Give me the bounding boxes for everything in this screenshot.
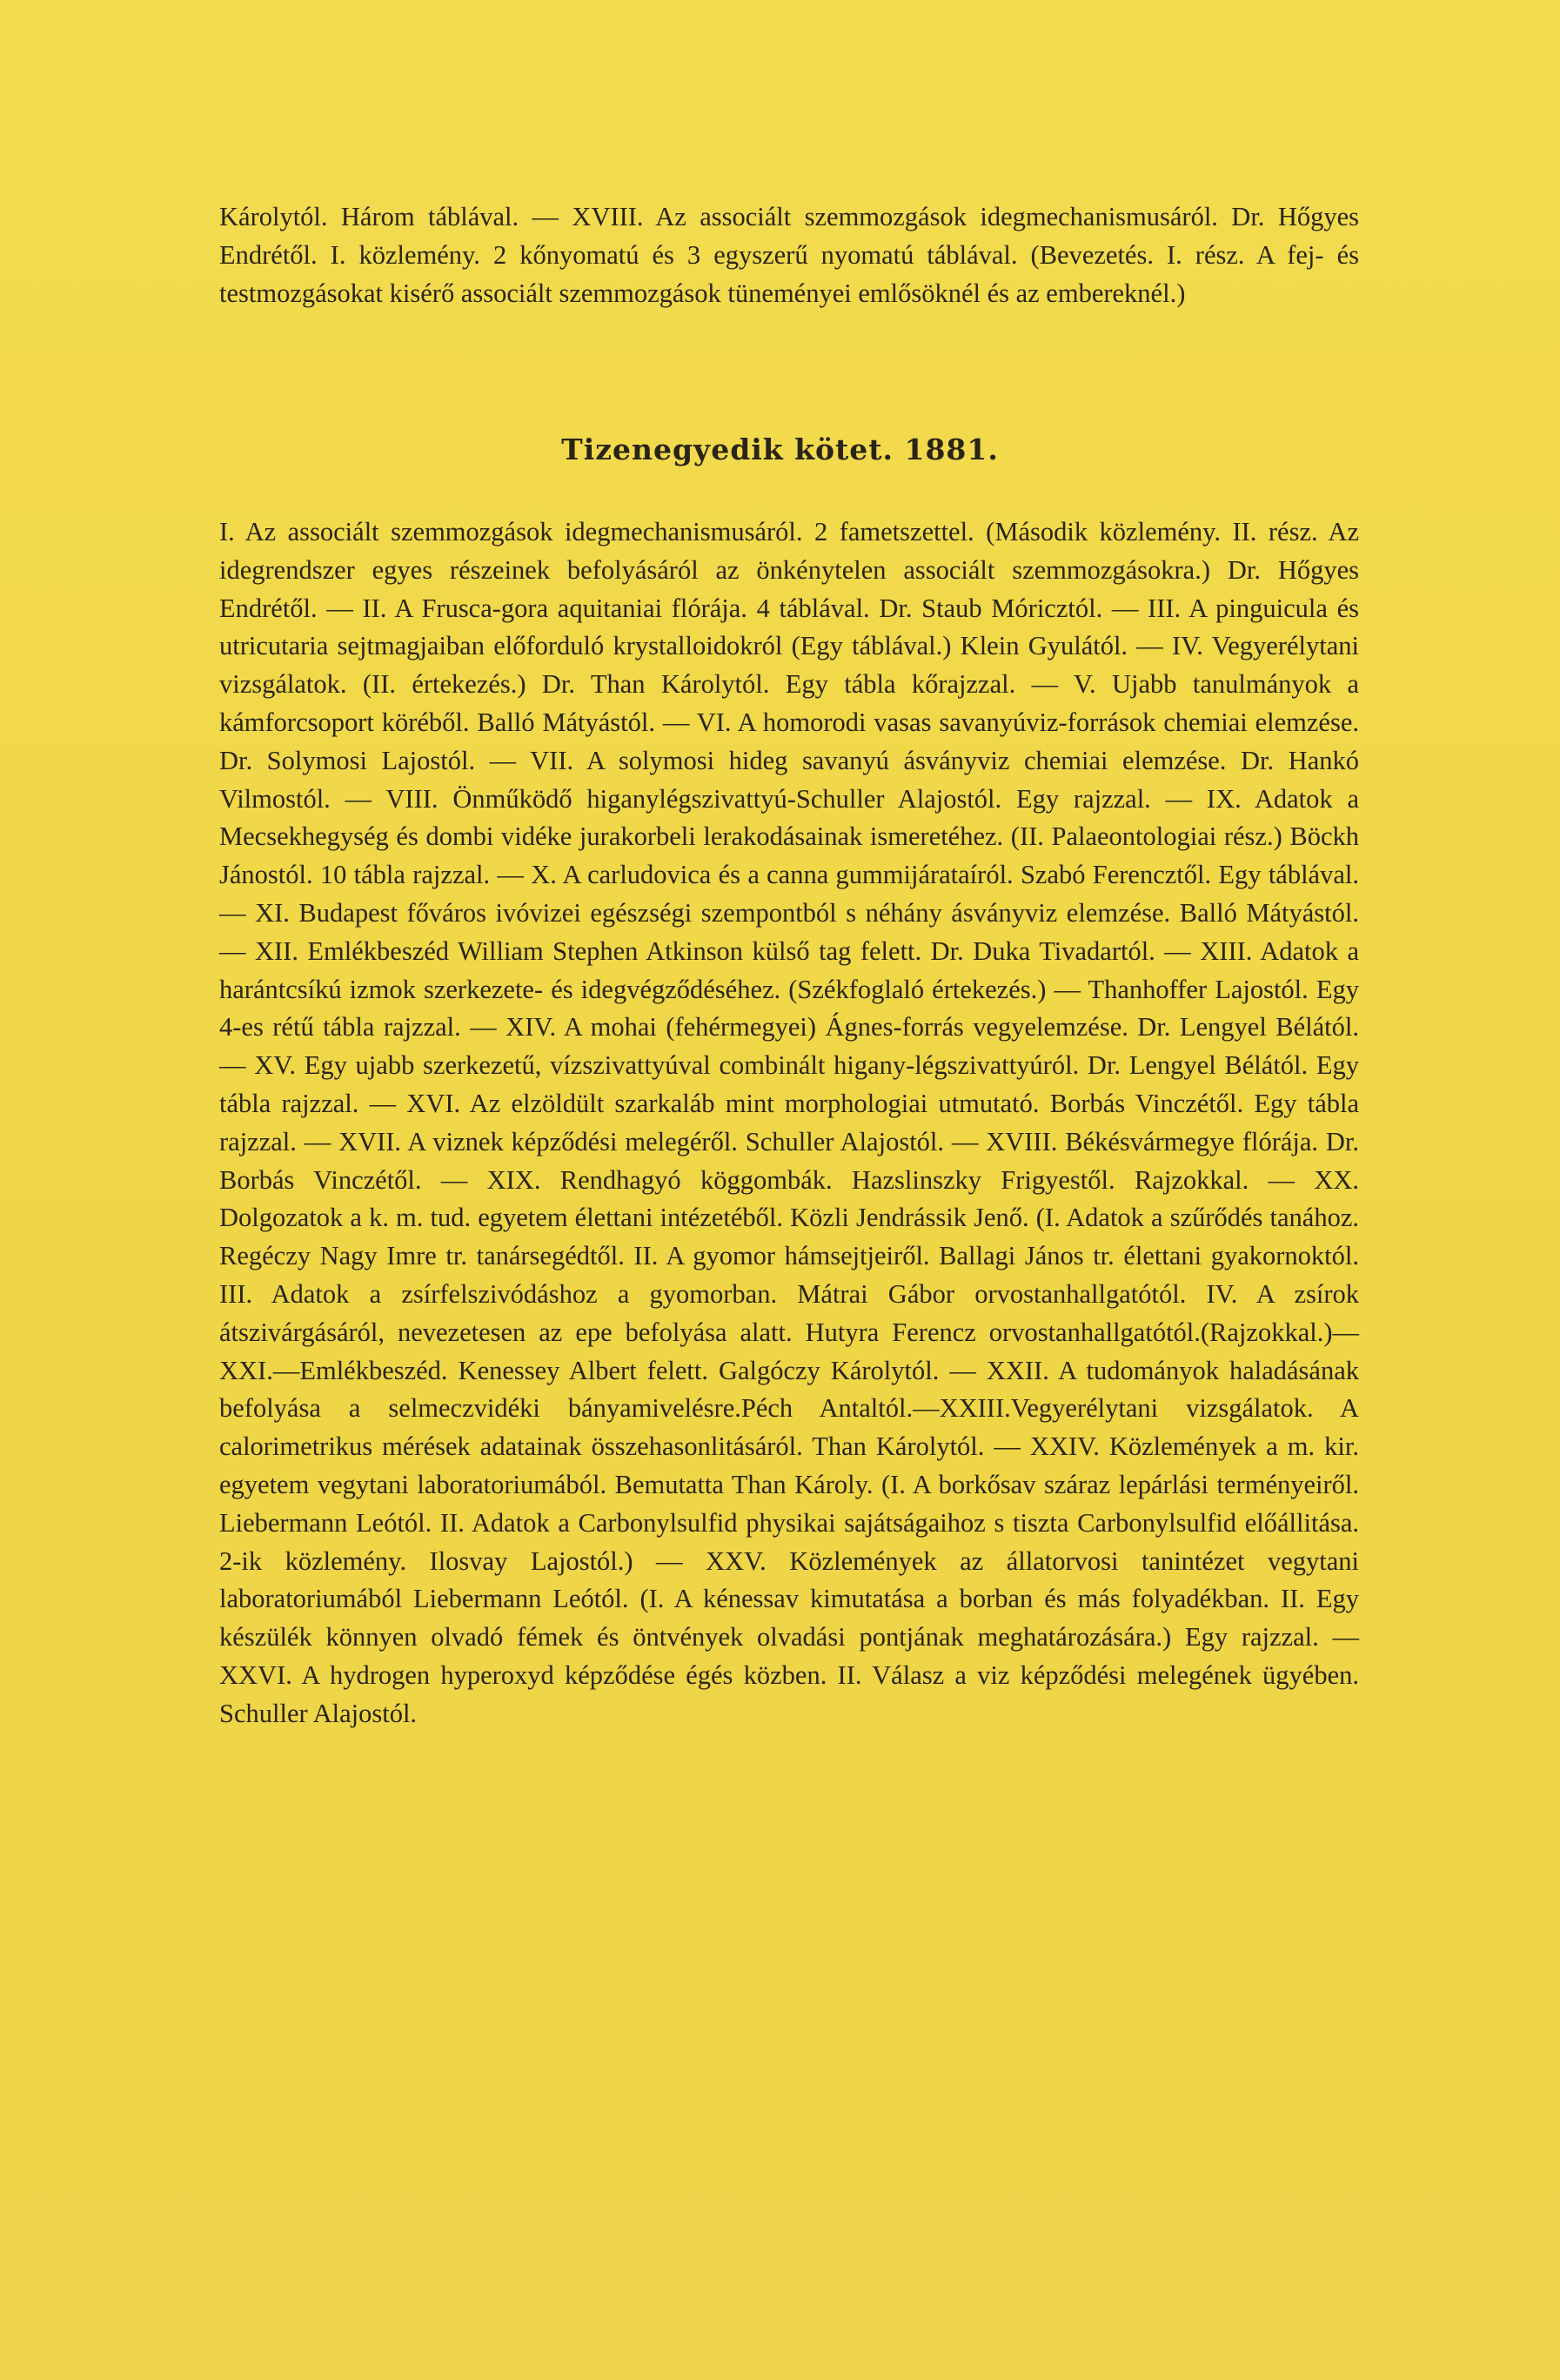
intro-paragraph: Károlytól. Három táblával. — XVIII. Az associált szemmozgások idegmechanismusáról. Dr. Hőgyes Endrétől. I. közlemény. 2 kőnyomatú és 3 egyszerű nyomatú táblával. (Bevezetés. I. rész. A fej- és testmozgásokat kisérő associált szemmozgások tüneményei emlősöknél és az embereknél.) [219,202,1359,308]
contents-paragraph: I. Az associált szemmozgások idegmechanismusáról. 2 fametszettel. (Második közlemény. II. rész. Az idegrendszer egyes részeinek befolyásáról az önkénytelen associált szemmozgásokra.) Dr. Hőgyes Endrétől. — II. A Frusca-gora aquitaniai flórája. 4 táblával. Dr. Staub Móricztól. — III. A pinguicula és utricutaria sejtmagjaiban előforduló krystalloidokról (Egy táblával.) Klein Gyulától. — IV. Vegyerélytani vizsgálatok. (II. értekezés.) Dr. Than Károlytól. Egy tábla kőrajzzal. — V. Ujabb tanulmányok a kámforcsoport köréből. Balló Mátyástól. — VI. A homorodi vasas savanyúviz-források chemiai elemzése. Dr. Solymosi Lajostól. — VII. A solymosi hideg savanyú ásványviz chemiai elemzése. Dr. Hankó Vilmostól. — VIII. Önműködő higanylégszivattyú-Schuller Alajostól. Egy rajzzal. — IX. Adatok a Mecsekhegység és dombi vidéke jurakorbeli lerakodásainak ismeretéhez. (II. Palaeontologiai rész.) Böckh Jánostól. 10 tábla rajzzal. — X. A carludovica és a canna gummijárataíról. Szabó Ferencztől. Egy táblával. — XI. Budapest főváros ivóvizei egészségi szempontból s néhány ásványviz elemzése. Balló Mátyástól. — XII. Emlékbeszéd William Stephen Atkinson külső tag felett. Dr. Duka Tivadartól. — XIII. Adatok a harántcsíkú izmok szerkezete- és idegvégződéséhez. (Székfoglaló értekezés.) — Thanhoffer Lajostól. Egy 4-es rétű tábla rajzzal. — XIV. A mohai (fehérmegyei) Ágnes-forrás vegyelemzése. Dr. Lengyel Bélától. — XV. Egy ujabb szerkezetű, vízszivattyúval combinált higany-légszivattyúról. Dr. Lengyel Bélától. Egy tábla rajzzal. — XVI. Az elzöldült szarkaláb mint morphologiai utmutató. Borbás Vinczétől. Egy tábla rajzzal. — XVII. A viznek képződési melegéről. Schuller Alajostól. — XVIII. Békésvármegye flórája. Dr. Borbás Vinczétől. — XIX. Rendhagyó köggombák. Hazslinszky Frigyestől. Rajzokkal. — XX. Dolgozatok a k. m. tud. egyetem élettani intézetéből. Közli Jendrássik Jenő. (I. Adatok a szűrődés tanához. Regéczy Nagy Imre tr. tanársegédtől. II. A gyomor hámsejtjeiről. Ballagi János tr. élettani gyakornoktól. III. Adatok a zsírfelszivódáshoz a gyomorban. Mátrai Gábor orvostanhallgatótól. IV. A zsírok átszivárgásáról, nevezetesen az epe befolyása alatt. Hutyra Ferencz orvostanhallgatótól.(Rajzokkal.)—XXI.—Emlékbeszéd. Kenessey Albert felett. Galgóczy Károlytól. — XXII. A tudományok haladásának befolyása a selmeczvidéki bányamivelésre.Péch Antaltól.—XXIII.Vegyerélytani vizsgálatok. A calorimetrikus mérések adatainak összehasonlitásáról. Than Károlytól. — XXIV. Közlemények a m. kir. egyetem vegytani laboratoriumából. Bemutatta Than Károly. (I. A borkősav száraz lepárlási terményeiről. Liebermann Leótól. II. Adatok a Carbonylsulfid physikai sajátságaihoz s tiszta Carbonylsulfid előállitása. 2-ik közlemény. Ilosvay Lajostól.) — XXV. Közlemények az állatorvosi tanintézet vegytani laboratoriumából Liebermann Leótól. (I. A kénessav kimutatása a borban és más folyadékban. II. Egy készülék könnyen olvadó fémek és öntvények olvadási pontjának meghatározására.) Egy rajzzal. — XXVI. A hydrogen hyperoxyd képződése égés közben. II. Válasz a viz képződési melegének ügyében. Schuller Alajostól. [219,517,1359,1728]
volume-heading: Tizenegyedik kötet. 1881. [561,432,999,466]
